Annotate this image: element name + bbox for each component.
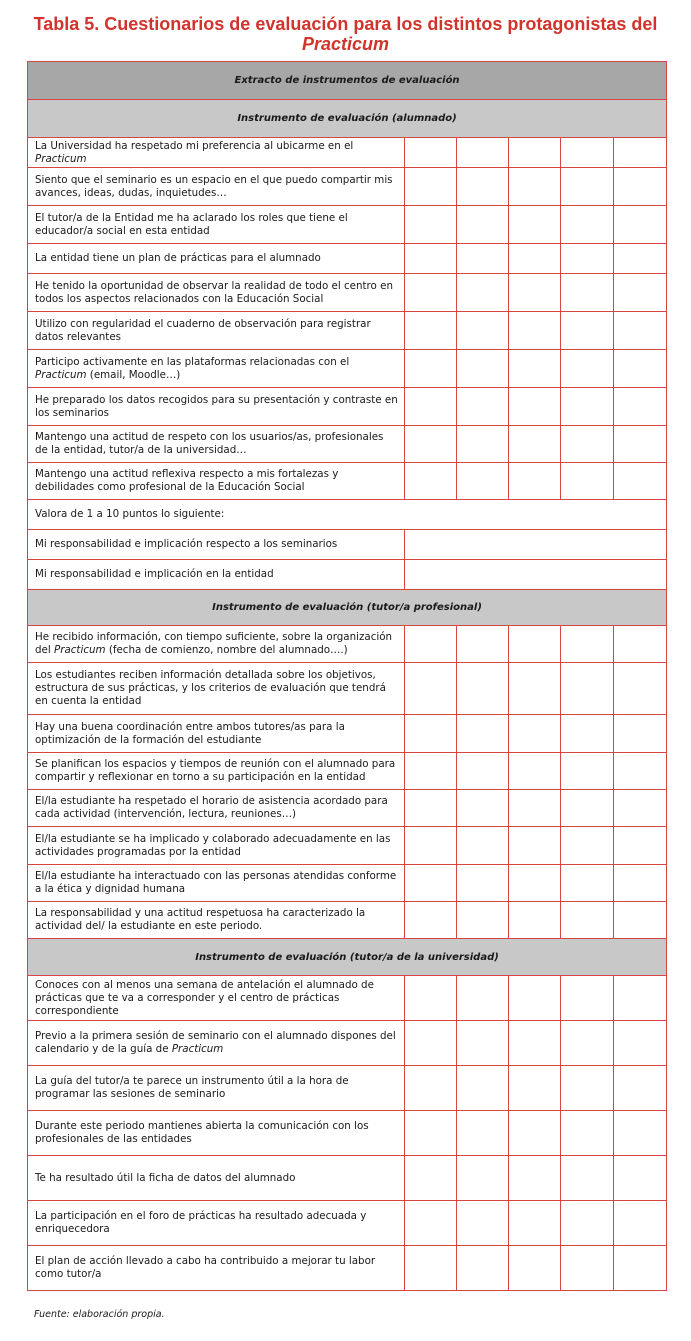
rating-cell[interactable] bbox=[509, 1111, 561, 1156]
practicum-term: Practicum bbox=[171, 1043, 224, 1055]
question-text bbox=[28, 1021, 405, 1066]
rating-cell[interactable] bbox=[457, 350, 509, 388]
rating-cell[interactable] bbox=[614, 206, 667, 244]
title-line-1: Tabla 5. Cuestionarios de evaluación para los distintos protagonistas del bbox=[33, 14, 658, 34]
rating-cell[interactable] bbox=[614, 1156, 667, 1201]
rating-cell[interactable] bbox=[457, 976, 509, 1021]
section-title: Instrumento de evaluación (tutor/a profesional) bbox=[28, 590, 667, 626]
question-text bbox=[28, 206, 405, 244]
question-row bbox=[28, 312, 667, 350]
rating-cell[interactable] bbox=[509, 426, 561, 463]
question-text-part: Participo activamente en las plataformas relacionadas con el bbox=[35, 355, 350, 368]
rating-cell[interactable] bbox=[509, 463, 561, 500]
score-row bbox=[28, 530, 667, 560]
question-text bbox=[28, 715, 405, 753]
rating-cell[interactable] bbox=[614, 244, 667, 274]
rating-cell[interactable] bbox=[509, 206, 561, 244]
rating-cell[interactable] bbox=[509, 1156, 561, 1201]
question-text-part: La Universidad ha respetado mi preferencia al ubicarme en el bbox=[35, 139, 354, 152]
rating-cell[interactable] bbox=[457, 206, 509, 244]
rating-cell[interactable] bbox=[561, 790, 614, 827]
rating-cell[interactable] bbox=[561, 1156, 614, 1201]
rating-cell[interactable] bbox=[405, 663, 457, 715]
rating-cell[interactable] bbox=[457, 790, 509, 827]
section-header-row bbox=[28, 100, 667, 138]
rating-cell[interactable] bbox=[561, 976, 614, 1021]
question-row bbox=[28, 274, 667, 312]
rating-instruction-row bbox=[28, 500, 667, 530]
rating-cell[interactable] bbox=[561, 753, 614, 790]
question-text bbox=[28, 426, 405, 463]
rating-cell[interactable] bbox=[614, 168, 667, 206]
rating-cell[interactable] bbox=[561, 1201, 614, 1246]
rating-cell[interactable] bbox=[457, 1156, 509, 1201]
question-row bbox=[28, 715, 667, 753]
question-text bbox=[28, 1066, 405, 1111]
question-text-part: He recibido información, con tiempo suficiente, sobre la organización del bbox=[35, 631, 393, 656]
question-row bbox=[28, 865, 667, 902]
rating-cell[interactable] bbox=[405, 312, 457, 350]
rating-cell[interactable] bbox=[405, 206, 457, 244]
rating-cell[interactable] bbox=[561, 463, 614, 500]
question-text-part: Mantengo una actitud de respeto con los usuarios/as, profesionales de la entidad, tutor/a de la universidad… bbox=[35, 431, 384, 456]
table-title bbox=[0, 14, 691, 54]
rating-cell[interactable] bbox=[614, 663, 667, 715]
question-text-part: La entidad tiene un plan de prácticas para el alumnado bbox=[35, 252, 321, 264]
rating-cell[interactable] bbox=[561, 827, 614, 865]
rating-cell[interactable] bbox=[509, 1246, 561, 1291]
question-text-part: Conoces con al menos una semana de antelación el alumnado de prácticas que te va a corresponder y el centro de prácticas correspondiente bbox=[35, 978, 374, 1017]
question-row bbox=[28, 753, 667, 790]
question-text-part: El/la estudiante se ha implicado y colaborado adecuadamente en las actividades programadas por la entidad bbox=[35, 832, 391, 858]
question-row bbox=[28, 976, 667, 1021]
rating-instruction: Valora de 1 a 10 puntos lo siguiente: bbox=[28, 500, 667, 530]
question-text-part: La responsabilidad y una actitud respetuosa ha caracterizado la actividad del/ la estudiante en este periodo. bbox=[35, 907, 366, 932]
rating-cell[interactable] bbox=[457, 138, 509, 168]
question-text bbox=[28, 663, 405, 715]
rating-cell[interactable] bbox=[457, 753, 509, 790]
rating-cell[interactable] bbox=[457, 168, 509, 206]
rating-cell[interactable] bbox=[457, 1021, 509, 1066]
rating-cell[interactable] bbox=[405, 138, 457, 168]
rating-cell[interactable] bbox=[509, 976, 561, 1021]
question-row bbox=[28, 1111, 667, 1156]
rating-cell[interactable] bbox=[509, 715, 561, 753]
question-text-part: Durante este periodo mantienes abierta la comunicación con los profesionales de las entidades bbox=[35, 1120, 369, 1145]
question-row bbox=[28, 388, 667, 426]
question-row bbox=[28, 168, 667, 206]
rating-cell[interactable] bbox=[561, 865, 614, 902]
rating-cell[interactable] bbox=[614, 138, 667, 168]
rating-cell[interactable] bbox=[405, 244, 457, 274]
rating-cell[interactable] bbox=[561, 426, 614, 463]
table-header-row bbox=[28, 62, 667, 100]
question-text bbox=[28, 1201, 405, 1246]
rating-cell[interactable] bbox=[509, 274, 561, 312]
question-text bbox=[28, 626, 405, 663]
question-text bbox=[28, 976, 405, 1021]
rating-cell[interactable] bbox=[614, 715, 667, 753]
rating-cell[interactable] bbox=[405, 626, 457, 663]
rating-cell[interactable] bbox=[457, 626, 509, 663]
rating-cell[interactable] bbox=[405, 753, 457, 790]
rating-cell[interactable] bbox=[614, 827, 667, 865]
section-header-row bbox=[28, 939, 667, 976]
rating-cell[interactable] bbox=[405, 1021, 457, 1066]
rating-cell[interactable] bbox=[561, 138, 614, 168]
rating-cell[interactable] bbox=[457, 463, 509, 500]
question-text bbox=[28, 168, 405, 206]
rating-cell[interactable] bbox=[509, 350, 561, 388]
rating-cell[interactable] bbox=[561, 206, 614, 244]
question-text-part: He preparado los datos recogidos para su presentación y contraste en los seminarios bbox=[35, 393, 398, 419]
score-cell[interactable] bbox=[405, 560, 667, 590]
question-text bbox=[28, 274, 405, 312]
rating-cell[interactable] bbox=[561, 1246, 614, 1291]
question-text bbox=[28, 1111, 405, 1156]
question-row bbox=[28, 1246, 667, 1291]
score-cell[interactable] bbox=[405, 530, 667, 560]
question-text bbox=[28, 1156, 405, 1201]
question-text-part: El/la estudiante ha respetado el horario de asistencia acordado para cada actividad (intervención, lectura, reuniones…) bbox=[35, 795, 388, 820]
rating-cell[interactable] bbox=[614, 350, 667, 388]
rating-cell[interactable] bbox=[614, 1066, 667, 1111]
section-header-row bbox=[28, 590, 667, 626]
question-row bbox=[28, 1201, 667, 1246]
rating-cell[interactable] bbox=[405, 426, 457, 463]
rating-cell[interactable] bbox=[457, 244, 509, 274]
question-row bbox=[28, 244, 667, 274]
question-row bbox=[28, 138, 667, 168]
rating-cell[interactable] bbox=[405, 274, 457, 312]
rating-cell[interactable] bbox=[457, 715, 509, 753]
question-text-part: Siento que el seminario es un espacio en el que puedo compartir mis avances, ideas, dudas, inquietudes… bbox=[35, 173, 393, 199]
rating-cell[interactable] bbox=[405, 1246, 457, 1291]
rating-cell[interactable] bbox=[614, 1021, 667, 1066]
practicum-term: Practicum bbox=[54, 644, 106, 656]
question-row bbox=[28, 463, 667, 500]
rating-cell[interactable] bbox=[561, 244, 614, 274]
rating-cell[interactable] bbox=[405, 865, 457, 902]
question-row bbox=[28, 827, 667, 865]
rating-cell[interactable] bbox=[457, 1111, 509, 1156]
rating-cell[interactable] bbox=[457, 1246, 509, 1291]
question-text bbox=[28, 753, 405, 790]
rating-cell[interactable] bbox=[614, 976, 667, 1021]
rating-cell[interactable] bbox=[509, 1201, 561, 1246]
question-text bbox=[28, 244, 405, 274]
rating-cell[interactable] bbox=[614, 865, 667, 902]
rating-cell[interactable] bbox=[509, 902, 561, 939]
rating-cell[interactable] bbox=[509, 753, 561, 790]
rating-cell[interactable] bbox=[457, 902, 509, 939]
rating-cell[interactable] bbox=[405, 463, 457, 500]
title-line-2: Practicum bbox=[301, 34, 390, 54]
question-row bbox=[28, 1156, 667, 1201]
rating-cell[interactable] bbox=[405, 790, 457, 827]
rating-cell[interactable] bbox=[614, 388, 667, 426]
rating-cell[interactable] bbox=[561, 626, 614, 663]
rating-cell[interactable] bbox=[509, 244, 561, 274]
question-row bbox=[28, 790, 667, 827]
question-row bbox=[28, 350, 667, 388]
rating-cell[interactable] bbox=[561, 715, 614, 753]
question-text-part: El plan de acción llevado a cabo ha contribuido a mejorar tu labor como tutor/a bbox=[35, 1255, 376, 1280]
rating-cell[interactable] bbox=[614, 463, 667, 500]
rating-cell[interactable] bbox=[509, 790, 561, 827]
question-text bbox=[28, 790, 405, 827]
question-row bbox=[28, 626, 667, 663]
score-row bbox=[28, 560, 667, 590]
question-text-part: Previo a la primera sesión de seminario con el alumnado dispones del calendario y de la guía de bbox=[35, 1030, 396, 1055]
question-text bbox=[28, 312, 405, 350]
rating-cell[interactable] bbox=[561, 1111, 614, 1156]
question-text-part: Hay una buena coordinación entre ambos tutores/as para la optimización de la formación del estudiante bbox=[35, 720, 345, 746]
practicum-term: Practicum bbox=[35, 152, 87, 165]
rating-cell[interactable] bbox=[509, 827, 561, 865]
rating-cell[interactable] bbox=[457, 1201, 509, 1246]
rating-cell[interactable] bbox=[405, 976, 457, 1021]
question-row bbox=[28, 1066, 667, 1111]
section-title: Instrumento de evaluación (tutor/a de la universidad) bbox=[28, 939, 667, 976]
table-header: Extracto de instrumentos de evaluación bbox=[28, 62, 667, 100]
rating-cell[interactable] bbox=[509, 312, 561, 350]
score-item-text: Mi responsabilidad e implicación respecto a los seminarios bbox=[28, 530, 405, 560]
question-row bbox=[28, 206, 667, 244]
rating-cell[interactable] bbox=[614, 902, 667, 939]
rating-cell[interactable] bbox=[561, 350, 614, 388]
question-text-part: Los estudiantes reciben información detallada sobre los objetivos, estructura de sus prácticas, y los criterios de evaluación que tendrá en cuenta la entidad bbox=[35, 669, 386, 707]
question-text-part: Te ha resultado útil la ficha de datos del alumnado bbox=[35, 1171, 296, 1184]
question-text-part: El tutor/a de la Entidad me ha aclarado los roles que tiene el educador/a social en esta entidad bbox=[35, 211, 348, 237]
rating-cell[interactable] bbox=[457, 663, 509, 715]
rating-cell[interactable] bbox=[509, 168, 561, 206]
question-text-part: He tenido la oportunidad de observar la realidad de todo el centro en todos los aspectos relacionados con la Educación Social bbox=[35, 279, 393, 305]
rating-cell[interactable] bbox=[614, 312, 667, 350]
question-text bbox=[28, 865, 405, 902]
rating-cell[interactable] bbox=[614, 790, 667, 827]
rating-cell[interactable] bbox=[614, 1246, 667, 1291]
rating-cell[interactable] bbox=[405, 1201, 457, 1246]
question-text bbox=[28, 138, 405, 168]
rating-cell[interactable] bbox=[457, 388, 509, 426]
table-body bbox=[28, 62, 667, 1291]
rating-cell[interactable] bbox=[457, 1066, 509, 1111]
question-row bbox=[28, 426, 667, 463]
question-text-part: Utilizo con regularidad el cuaderno de observación para registrar datos relevantes bbox=[35, 317, 371, 343]
question-row bbox=[28, 902, 667, 939]
rating-cell[interactable] bbox=[561, 274, 614, 312]
rating-cell[interactable] bbox=[405, 350, 457, 388]
rating-cell[interactable] bbox=[614, 626, 667, 663]
rating-cell[interactable] bbox=[509, 1066, 561, 1111]
rating-cell[interactable] bbox=[509, 1021, 561, 1066]
question-text bbox=[28, 463, 405, 500]
question-text-part: La participación en el foro de prácticas ha resultado adecuada y enriquecedora bbox=[35, 1210, 367, 1235]
question-text bbox=[28, 827, 405, 865]
question-text bbox=[28, 1246, 405, 1291]
rating-cell[interactable] bbox=[561, 1066, 614, 1111]
rating-cell[interactable] bbox=[509, 138, 561, 168]
rating-cell[interactable] bbox=[405, 902, 457, 939]
rating-cell[interactable] bbox=[561, 1021, 614, 1066]
rating-cell[interactable] bbox=[509, 388, 561, 426]
question-text-part: La guía del tutor/a te parece un instrumento útil a la hora de programar las sesiones de seminario bbox=[35, 1075, 349, 1100]
question-text-part: Mantengo una actitud reflexiva respecto a mis fortalezas y debilidades como profesional de la Educación Social bbox=[35, 468, 339, 493]
rating-cell[interactable] bbox=[509, 865, 561, 902]
rating-cell[interactable] bbox=[457, 274, 509, 312]
score-item-text: Mi responsabilidad e implicación en la entidad bbox=[28, 560, 405, 590]
rating-cell[interactable] bbox=[405, 1156, 457, 1201]
rating-cell[interactable] bbox=[457, 827, 509, 865]
question-row bbox=[28, 663, 667, 715]
question-text-part: (email, Moodle…) bbox=[86, 368, 181, 381]
question-text bbox=[28, 388, 405, 426]
question-text-part: El/la estudiante ha interactuado con las personas atendidas conforme a la ética y dignidad humana bbox=[35, 870, 397, 895]
question-text-part: Se planifican los espacios y tiempos de reunión con el alumnado para compartir y reflexionar en torno a su participación en la entidad bbox=[35, 758, 396, 783]
rating-cell[interactable] bbox=[405, 388, 457, 426]
rating-cell[interactable] bbox=[509, 626, 561, 663]
rating-cell[interactable] bbox=[614, 1111, 667, 1156]
source-note: Fuente: elaboración propia. bbox=[34, 1309, 165, 1320]
practicum-term: Practicum bbox=[35, 368, 87, 381]
question-text-part: (fecha de comienzo, nombre del alumnado….) bbox=[105, 644, 348, 656]
rating-cell[interactable] bbox=[509, 663, 561, 715]
rating-cell[interactable] bbox=[614, 426, 667, 463]
rating-cell[interactable] bbox=[561, 902, 614, 939]
question-row bbox=[28, 1021, 667, 1066]
rating-cell[interactable] bbox=[561, 663, 614, 715]
section-title: Instrumento de evaluación (alumnado) bbox=[28, 100, 667, 138]
question-text bbox=[28, 902, 405, 939]
evaluation-table bbox=[27, 61, 667, 1291]
rating-cell[interactable] bbox=[614, 753, 667, 790]
rating-cell[interactable] bbox=[457, 312, 509, 350]
rating-cell[interactable] bbox=[405, 1111, 457, 1156]
rating-cell[interactable] bbox=[405, 827, 457, 865]
question-text bbox=[28, 350, 405, 388]
rating-cell[interactable] bbox=[614, 274, 667, 312]
rating-cell[interactable] bbox=[561, 388, 614, 426]
rating-cell[interactable] bbox=[561, 312, 614, 350]
rating-cell[interactable] bbox=[457, 865, 509, 902]
rating-cell[interactable] bbox=[614, 1201, 667, 1246]
rating-cell[interactable] bbox=[457, 426, 509, 463]
rating-cell[interactable] bbox=[405, 1066, 457, 1111]
rating-cell[interactable] bbox=[405, 715, 457, 753]
rating-cell[interactable] bbox=[405, 168, 457, 206]
rating-cell[interactable] bbox=[561, 168, 614, 206]
